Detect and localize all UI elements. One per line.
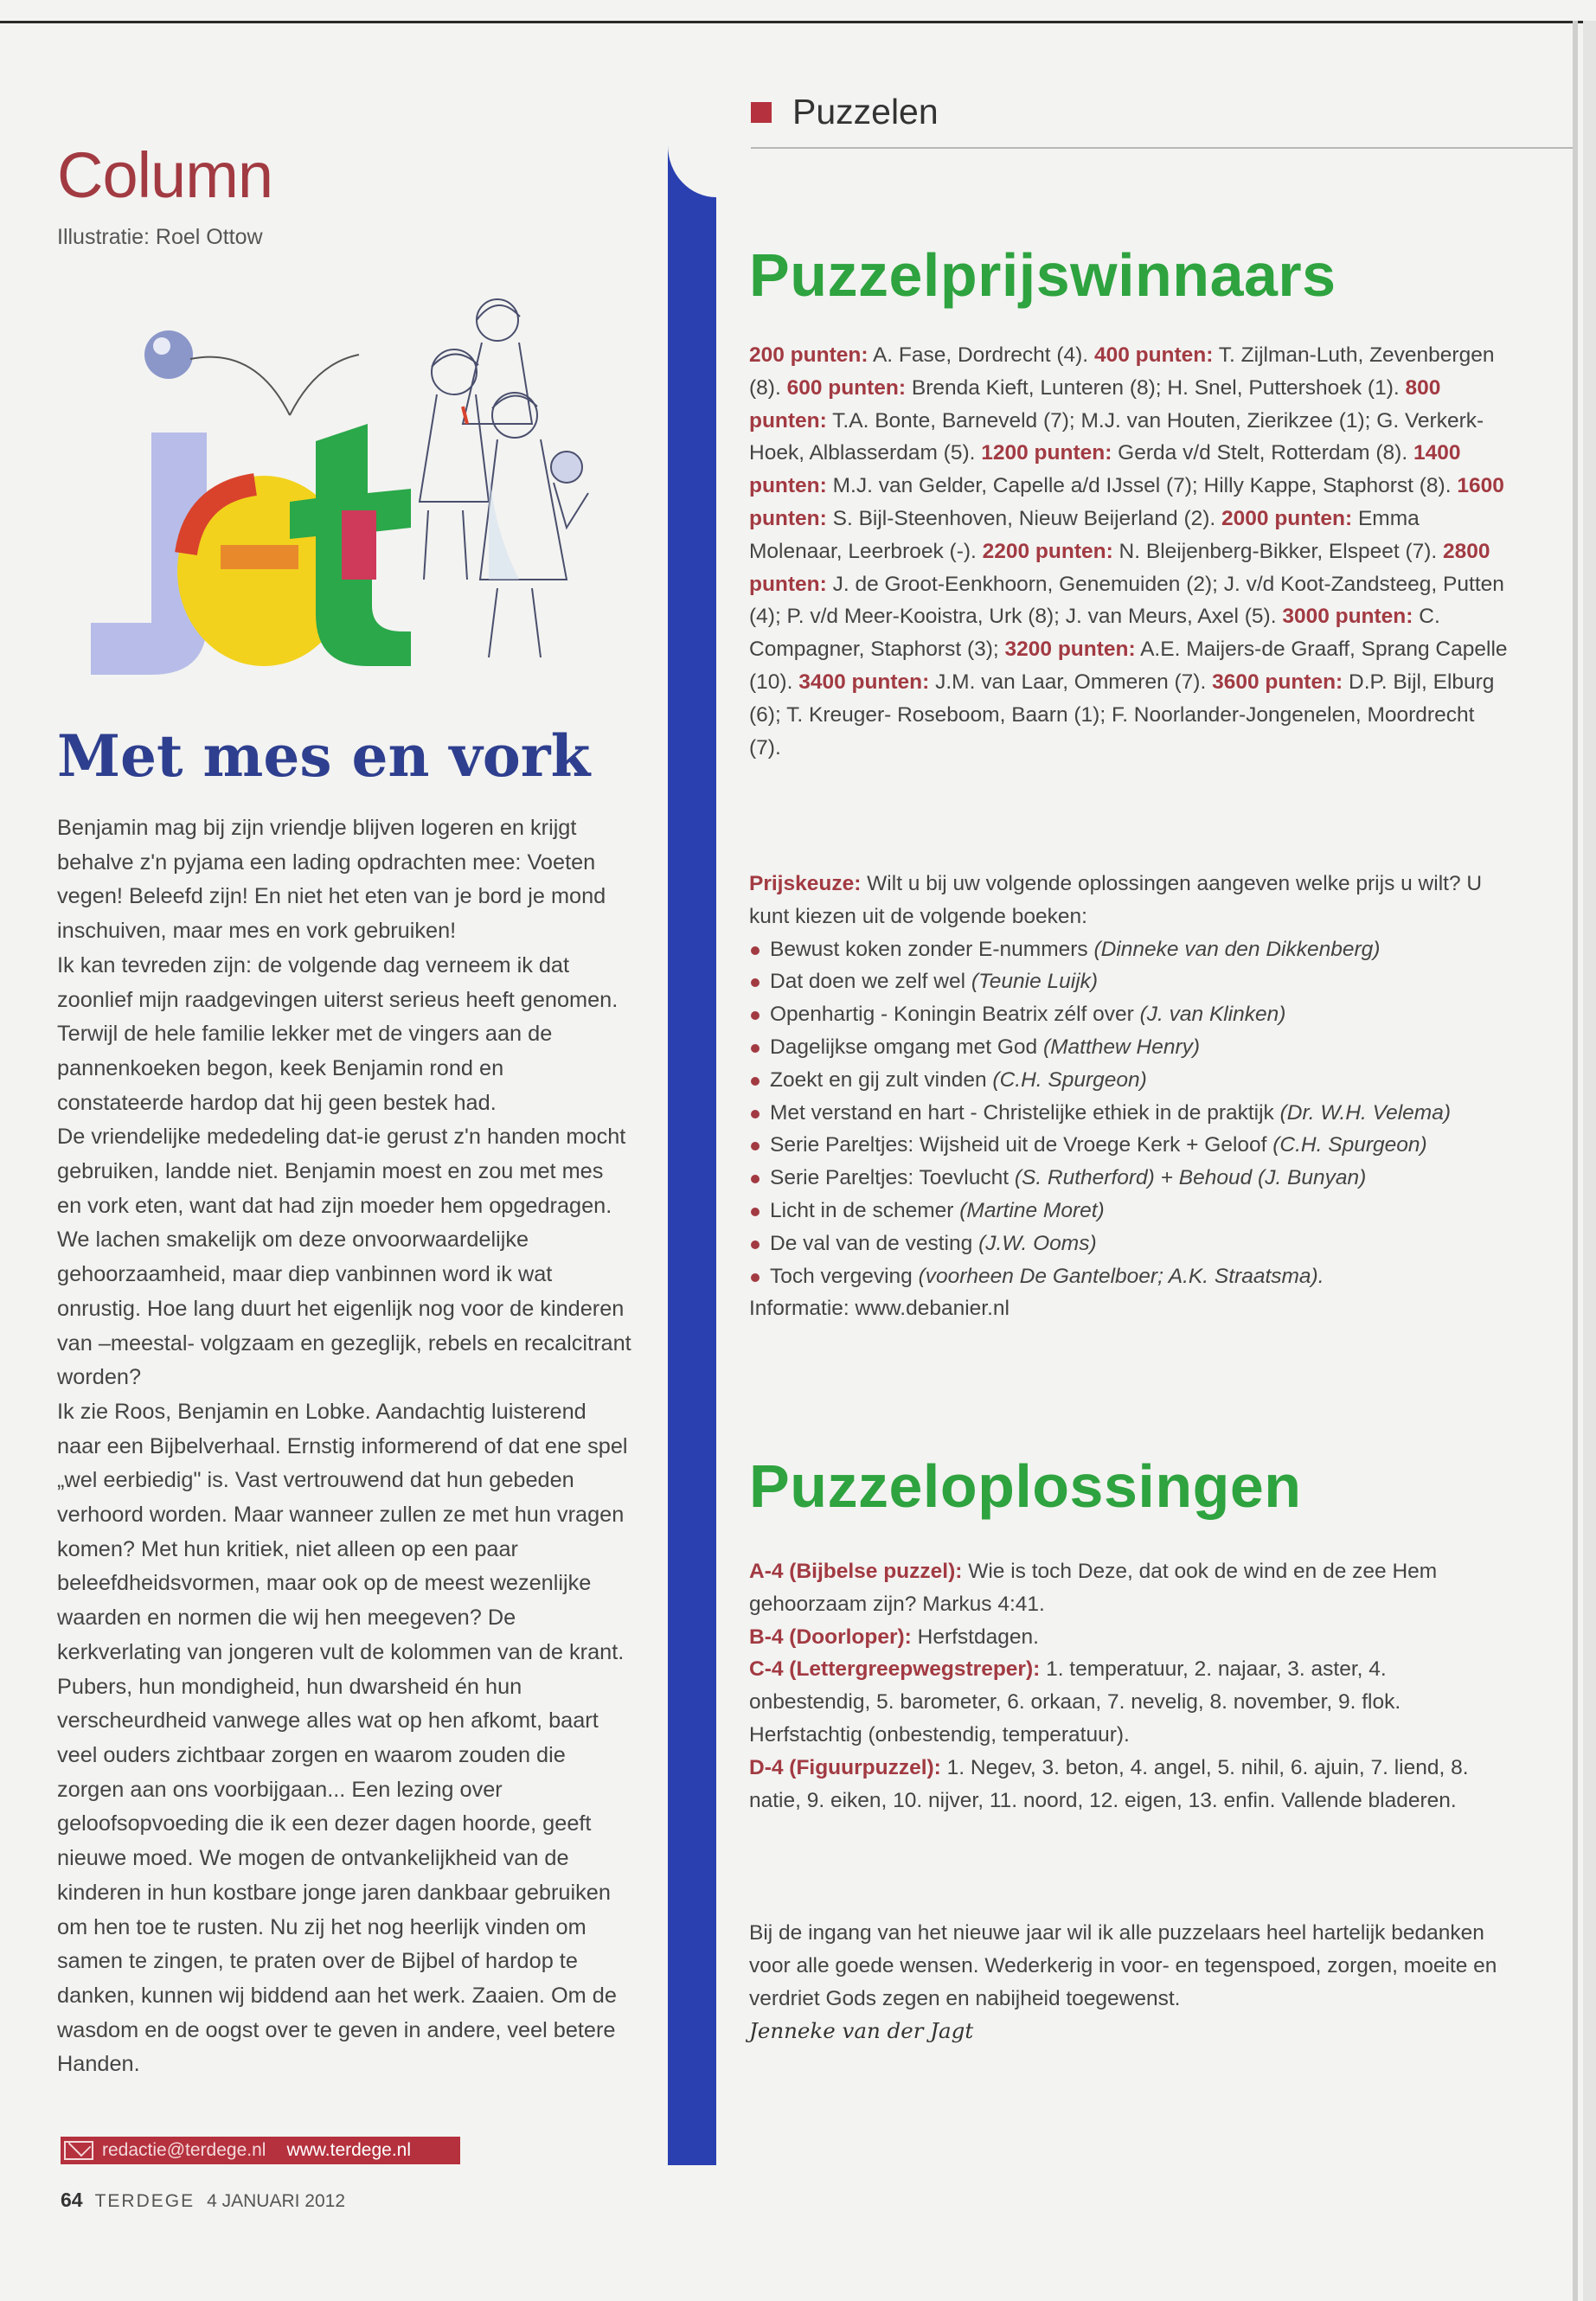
solution-label: B-4 (Doorloper): [749,1625,912,1649]
winner-names: T. Zijlman-Luth, Zevenbergen (8). [749,343,1495,400]
solution-label: D-4 (Figuurpuzzel): [749,1755,941,1779]
jet-logo-illustration [82,294,627,692]
solution-text: Wie is toch Deze, dat ook de wind en de zee Hem gehoorzaam zijn? Markus 4:41. [749,1560,1438,1616]
section-header [751,92,939,132]
book-title: Dat doen we zelf wel [770,970,971,994]
column-label: Column [57,139,272,211]
solution-item [749,1555,1510,1621]
section-label: Puzzelen [792,92,939,131]
book-title: Serie Pareltjes: Toevlucht [770,1166,1015,1190]
book-title: Openhartig - Koningin Beatrix zélf over [770,1003,1140,1027]
winner-names: Brenda Kieft, Lunteren (8); H. Snel, Puttershoek (1). [906,375,1406,400]
contact-bar [61,2137,460,2164]
solutions-title: Puzzeloplossingen [749,1452,1302,1520]
winner-names: A. Fase, Dordrecht (4). [868,343,1094,367]
book-author: (Martine Moret) [959,1198,1105,1222]
book-author: (Dr. W.H. Velema) [1279,1100,1451,1125]
solution-text: 1. temperatuur, 2. najaar, 3. aster, 4. onbestendig, 5. barometer, 6. orkaan, 7. nevelig, 8. november, 9. flok. Herfstachtig (onbestendig, temperatuur). [749,1657,1401,1747]
illustration-credit: Illustratie: Roel Ottow [57,225,263,249]
book-title: Toch vergeving [770,1264,919,1288]
article-title: Met mes en vork [57,722,591,790]
top-rule [0,21,1596,23]
winner-names: C. Compagner, Staphorst (3); [749,605,1440,662]
prize-intro-text: Wilt u bij uw volgende oplossingen aangeven welke prijs u wilt? U kunt kiezen uit de volgende boeken: [749,872,1483,928]
book-item [749,1064,1510,1097]
winner-points-label: 3600 punten: [1212,670,1343,694]
book-item [749,1162,1510,1195]
article-body [57,811,633,2082]
blue-divider-bar [668,145,716,2165]
prize-intro [749,868,1510,933]
prize-label: Prijskeuze: [749,872,862,895]
page-footer [61,2189,345,2212]
article-paragraph: De vriendelijke mededeling dat-ie gerust z'n handen mocht gebruiken, landde niet. Benjamin moest en zou met mes en vork eten, want dat had zijn moeder hem opgedragen. We lachen smakelijk om deze onvoorwaardelijke gehoorzaamheid, maar diep vanbinnen word ik wat onrustig. Hoe lang duurt het eigenlijk nog voor de kinderen van –meestal- volgzaam en gezeglijk, rebels en recalcitrant worden? [57,1125,631,1390]
book-author: (Teunie Luijk) [971,970,1099,994]
book-item [749,1031,1510,1064]
page-gutter-shadow [1573,21,1578,2301]
article-paragraph: Ik kan tevreden zijn: de volgende dag verneem ik dat zoonlief mijn raadgevingen uiterst serieus heeft genomen. Terwijl de hele familie lekker met de vingers aan de pannenkoeken begon, keek Benjamin rond en constateerde hardop dat hij geen bestek had. [57,952,619,1115]
solutions-list [749,1555,1510,1817]
book-item [749,1260,1510,1293]
solution-text: Herfstdagen. [911,1625,1039,1649]
winner-points-label: 1400 punten: [749,441,1461,498]
contact-email-link[interactable]: redactie@terdege.nl [102,2140,266,2160]
winner-points-label: 3400 punten: [798,670,930,694]
winner-points-label: 200 punten: [749,343,869,367]
winner-points-label: 3200 punten: [1004,638,1136,662]
book-item [749,1195,1510,1227]
book-item [749,933,1510,966]
closing-text: Bij de ingang van het nieuwe jaar wil ik alle puzzelaars heel hartelijk bedanken voor alle goede wensen. Wederkerig in voor- en tegenspoed, zorgen, moeite en verdriet Gods zegen en nabijheid toegewenst. [749,1921,1497,2010]
prize-section [749,868,1510,1325]
book-item [749,1097,1510,1130]
book-author: (voorheen De Gantelboer; A.K. Straatsma). [918,1264,1324,1288]
winners-list [749,339,1510,764]
winner-points-label: 2200 punten: [982,539,1113,563]
section-square-icon [751,102,772,123]
page-number: 64 [61,2189,83,2211]
signature: Jenneke van der Jagt [749,2018,974,2044]
book-title: Bewust koken zonder E-nummers [770,937,1094,961]
book-author: (Matthew Henry) [1042,1035,1201,1059]
closing-section [749,1917,1510,2048]
article-paragraph: Benjamin mag bij zijn vriendje blijven logeren en krijgt behalve z'n pyjama een lading opdrachten mee: Voeten vegen! Beleefd zijn! En niet het eten van je bord je mond inschuiven, maar mes en vork gebruiken! [57,816,606,944]
book-item [749,998,1510,1031]
winner-names: N. Bleijenberg-Bikker, Elspeet (7). [1112,539,1444,563]
book-title: Licht in de schemer [770,1198,960,1222]
issue-date: 4 JANUARI 2012 [207,2191,346,2211]
winner-names: D.P. Bijl, Elburg (6); T. Kreuger- Roseboom, Baarn (1); F. Noorlander-Jongenelen, Moordrecht (7). [749,670,1495,760]
info-line: Informatie: www.debanier.nl [749,1297,1010,1321]
book-list [749,933,1510,1293]
winner-points-label: 1200 punten: [981,441,1112,465]
solution-label: A-4 (Bijbelse puzzel): [749,1560,963,1583]
book-item [749,965,1510,998]
winner-points-label: 2800 punten: [749,539,1490,596]
contact-web-link[interactable]: www.terdege.nl [286,2140,412,2160]
solution-item [749,1621,1510,1654]
winner-names: Emma Molenaar, Leerbroek (-). [749,506,1420,563]
article-paragraph: Ik zie Roos, Benjamin en Lobke. Aandachtig luisterend naar een Bijbelverhaal. Ernstig informerend of dat ene spel „wel eerbiedig" is. Vast vertrouwend dat hun gebeden verhoord worden. Maar wanneer zullen ze met hun vragen komen? Met hun kritiek, niet alleen op een paar beleefdheidsvormen, maar ook op de meest wezenlijke waarden en normen die wij hen meegeven? De kerkverlating van jongeren vult de kolommen van de krant. Pubers, hun mondigheid, hun dwarsheid én hun verscheurdheid vanwege alles wat op hen afkomt, baart veel ouders zichtbaar zorgen en waarom zouden die zorgen aan ons voorbijgaan... Een lezing over geloofsopvoeding die ik een dezer dagen hoorde, geeft nieuwe moed. We mogen de ontvankelijkheid van de kinderen in hun kostbare jonge jaren dankbaar gebruiken om hen toe te rusten. Nu zij het nog heerlijk vinden om samen te zingen, te praten over de Bijbel of hardop te danken, kunnen wij biddend aan het werk. Zaaien. Om de wasdom en de oogst over te geven in andere, veel betere Handen. [57,1399,628,2077]
solution-text: 1. Negev, 3. beton, 4. angel, 5. nihil, 6. ajuin, 7. liend, 8. natie, 9. eiken, 10. nijver, 11. noord, 12. eigen, 13. enfin. Vallende bladeren. [749,1755,1469,1812]
mail-icon [64,2141,93,2160]
book-title: Zoekt en gij zult vinden [770,1067,993,1092]
book-author: (J.W. Ooms) [978,1231,1097,1255]
children-drawing [420,299,588,657]
winner-points-label: 800 punten: [749,375,1441,433]
book-title: De val van de vesting [770,1231,979,1255]
book-title: Dagelijkse omgang met God [770,1035,1043,1059]
book-item [749,1129,1510,1162]
winner-names: J.M. van Laar, Ommeren (7). [929,670,1213,694]
book-author: (Dinneke van den Dikkenberg) [1093,937,1381,961]
section-rule [751,147,1573,149]
winners-title: Puzzelprijswinnaars [749,241,1336,309]
book-author: (C.H. Spurgeon) [992,1067,1147,1092]
book-author: (J. van Klinken) [1139,1003,1286,1027]
book-title: Serie Pareltjes: Wijsheid uit de Vroege Kerk + Geloof [770,1133,1273,1157]
book-author: (C.H. Spurgeon) [1272,1133,1427,1157]
winner-points-label: 2000 punten: [1221,506,1353,530]
book-item [749,1227,1510,1260]
winner-points-label: 400 punten: [1093,343,1214,367]
winner-names: A.E. Maijers-de Graaff, Sprang Capelle (10). [749,638,1508,694]
book-author: (S. Rutherford) + Behoud (J. Bunyan) [1014,1166,1367,1190]
book-title: Met verstand en hart - Christelijke ethiek in de praktijk [770,1100,1280,1125]
ball [144,330,193,379]
solution-label: C-4 (Lettergreepwegstreper): [749,1657,1041,1682]
winner-names: J. de Groot-Eenkhoorn, Genemuiden (2); J. v/d Koot-Zandsteeg, Putten (4); P. v/d Meer-Kooistra, Urk (8); J. van Meurs, Axel (5). [749,572,1504,629]
winner-points-label: 3000 punten: [1282,605,1413,629]
winner-names: Gerda v/d Stelt, Rotterdam (8). [1112,441,1413,465]
winner-points-label: 600 punten: [786,375,907,400]
magazine-name: TERDEGE [94,2191,195,2211]
winner-names: T.A. Bonte, Barneveld (7); M.J. van Houten, Zierikzee (1); G. Verkerk-Hoek, Alblasserdam (5). [749,408,1484,465]
solution-item [749,1752,1510,1817]
solution-item [749,1653,1510,1751]
page-edge [1583,21,1596,2301]
winner-names: M.J. van Gelder, Capelle a/d IJssel (7); Hilly Kappe, Staphorst (8). [826,474,1458,498]
winner-points-label: 1600 punten: [749,474,1504,530]
winner-names: S. Bijl-Steenhoven, Nieuw Beijerland (2). [826,506,1222,530]
